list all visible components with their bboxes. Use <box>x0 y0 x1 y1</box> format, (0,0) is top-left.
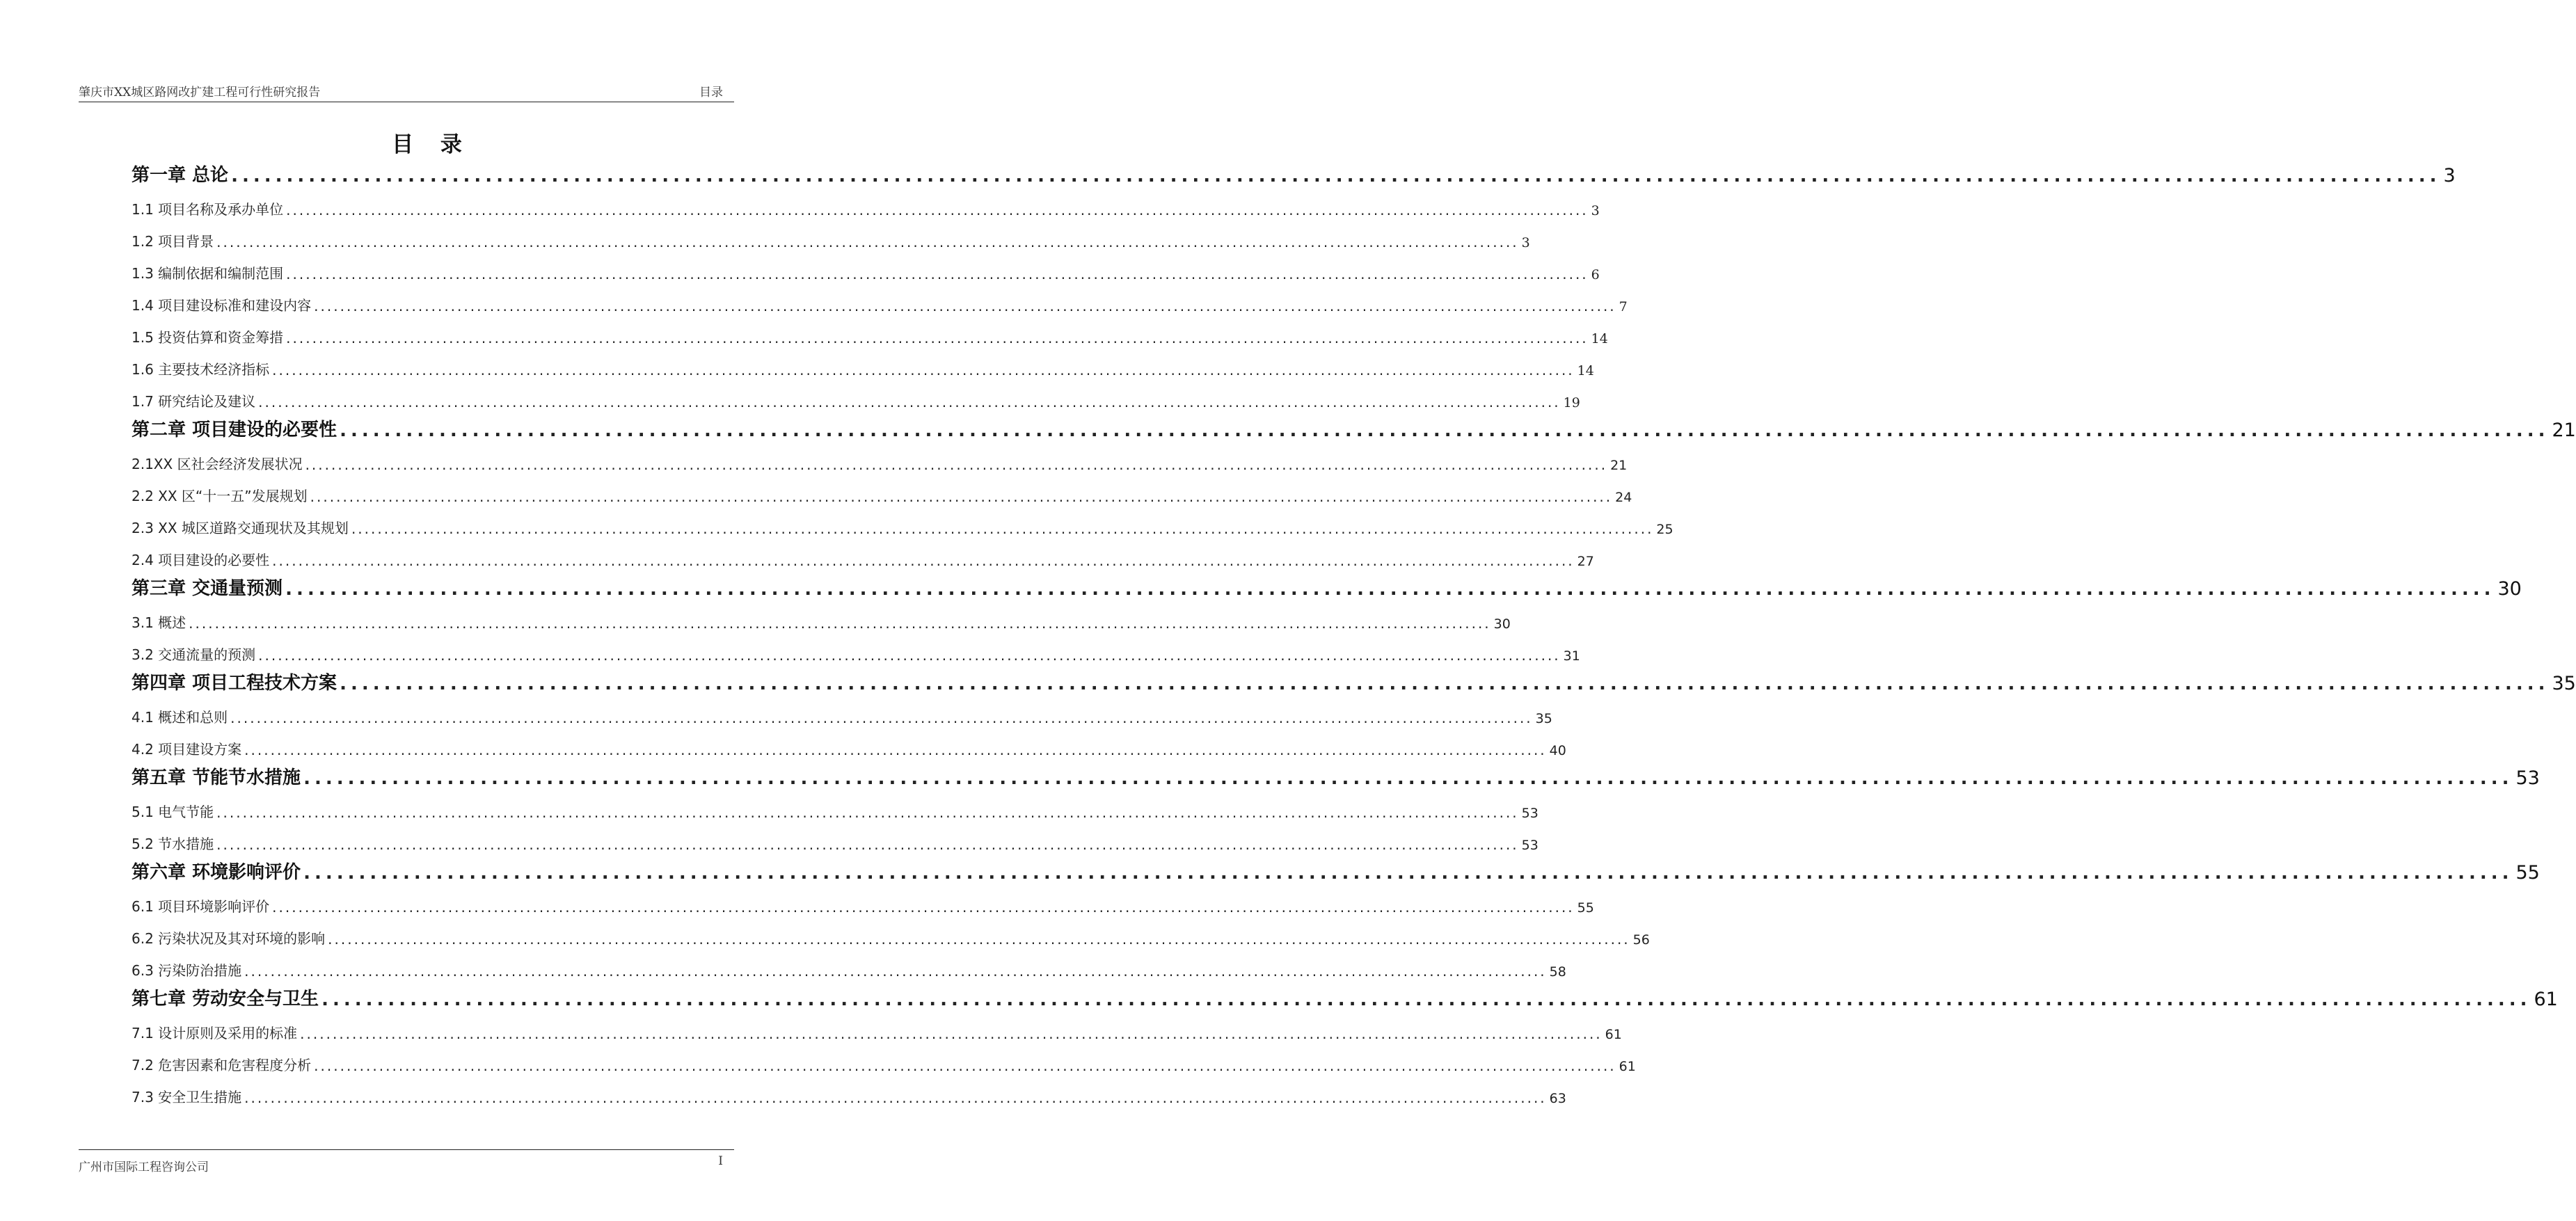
toc-leader-dots: ........................................................................................................................................................................................................ <box>216 234 1519 250</box>
toc-entry-label: 6.2 污染状况及其对环境的影响 <box>132 930 326 947</box>
toc-leader-dots: ........................................................................................................................................................................................................ <box>328 931 1630 948</box>
toc-section-entry[interactable] <box>132 793 1539 825</box>
toc-entry-page: 40 <box>1549 743 1566 758</box>
toc-entry-page: 19 <box>1563 395 1580 410</box>
page-header <box>79 78 734 102</box>
toc-section-entry[interactable] <box>132 509 1673 541</box>
toc-entry-page: 63 <box>1549 1091 1566 1106</box>
toc-leader-dots: ........................................................................................................................................................................................................ <box>231 166 2441 186</box>
toc-entry-label: 第五章 节能节水措施 <box>132 767 301 788</box>
toc-section-entry[interactable] <box>132 920 1650 952</box>
toc-entry-label: 1.5 投资估算和资金筹措 <box>132 329 284 346</box>
toc-entry-page: 7 <box>1619 299 1628 314</box>
table-of-contents <box>132 160 2576 1110</box>
toc-entry-page: 21 <box>2552 420 2576 441</box>
toc-section-entry[interactable] <box>132 1014 1622 1046</box>
toc-leader-dots: ........................................................................................................................................................................................................ <box>258 394 1561 410</box>
toc-section-entry[interactable] <box>132 888 1594 920</box>
toc-leader-dots: ........................................................................................................................................................................................................ <box>286 266 1589 282</box>
toc-entry-page: 35 <box>2552 673 2576 694</box>
toc-entry-label: 5.1 电气节能 <box>132 804 214 820</box>
toc-entry-page: 53 <box>1521 838 1539 853</box>
toc-chapter-entry[interactable] <box>132 763 2540 793</box>
toc-entry-page: 31 <box>1563 648 1580 664</box>
toc-entry-label: 1.2 项目背景 <box>132 233 214 250</box>
toc-entry-page: 61 <box>2534 989 2558 1010</box>
toc-entry-page: 61 <box>1619 1059 1636 1074</box>
toc-entry-label: 1.7 研究结论及建议 <box>132 393 256 410</box>
toc-entry-label: 3.1 概述 <box>132 614 186 631</box>
toc-entry-page: 6 <box>1591 267 1600 282</box>
toc-section-entry[interactable] <box>132 952 1566 984</box>
toc-entry-page: 14 <box>1577 363 1594 378</box>
toc-entry-page: 30 <box>1493 616 1511 632</box>
toc-entry-page: 3 <box>2443 165 2456 186</box>
toc-leader-dots: ........................................................................................................................................................................................................ <box>216 836 1519 853</box>
toc-heading: 目 录 <box>392 132 472 157</box>
toc-entry-label: 7.1 设计原则及采用的标准 <box>132 1025 298 1042</box>
toc-entry-page: 53 <box>2515 767 2540 789</box>
toc-leader-dots: ........................................................................................................................................................................................................ <box>285 579 2495 600</box>
toc-entry-label: 1.6 主要技术经济指标 <box>132 361 270 378</box>
toc-entry-page: 56 <box>1632 932 1650 948</box>
toc-leader-dots: ........................................................................................................................................................................................................ <box>314 298 1616 314</box>
toc-entry-label: 第六章 环境影响评价 <box>132 862 301 883</box>
toc-leader-dots: ........................................................................................................................................................................................................ <box>303 768 2513 789</box>
toc-leader-dots: ........................................................................................................................................................................................................ <box>314 1058 1616 1074</box>
toc-entry-label: 4.1 概述和总则 <box>132 709 228 726</box>
toc-entry-label: 4.2 项目建设方案 <box>132 741 242 758</box>
toc-entry-label: 5.2 节水措施 <box>132 836 214 852</box>
toc-leader-dots: ........................................................................................................................................................................................................ <box>286 202 1589 218</box>
toc-entry-page: 14 <box>1591 331 1608 346</box>
toc-entry-label: 第三章 交通量预测 <box>132 578 283 599</box>
toc-section-entry[interactable] <box>132 445 1628 477</box>
toc-entry-page: 24 <box>1615 490 1632 505</box>
toc-section-entry[interactable] <box>132 351 1594 383</box>
toc-entry-label: 第二章 项目建设的必要性 <box>132 420 337 440</box>
toc-leader-dots: ........................................................................................................................................................................................................ <box>305 456 1608 473</box>
toc-entry-label: 1.4 项目建设标准和建设内容 <box>132 297 312 314</box>
document-title: 肇庆市XX城区路网改扩建工程可行性研究报告 <box>79 86 321 99</box>
toc-entry-page: 55 <box>2515 862 2540 884</box>
toc-section-entry[interactable] <box>132 1078 1566 1110</box>
company-name: 广州市国际工程咨询公司 <box>79 1160 209 1174</box>
toc-entry-label: 1.1 项目名称及承办单位 <box>132 201 284 218</box>
toc-leader-dots: ........................................................................................................................................................................................................ <box>244 1090 1547 1106</box>
page-footer <box>79 1149 734 1178</box>
toc-section-entry[interactable] <box>132 541 1594 573</box>
toc-chapter-entry[interactable] <box>132 668 2576 699</box>
toc-chapter-entry[interactable] <box>132 857 2540 888</box>
toc-section-entry[interactable] <box>132 319 1608 351</box>
toc-entry-label: 1.3 编制依据和编制范围 <box>132 265 284 282</box>
toc-leader-dots: ........................................................................................................................................................................................................ <box>303 863 2513 884</box>
toc-leader-dots: ........................................................................................................................................................................................................ <box>321 989 2531 1010</box>
toc-entry-label: 7.2 危害因素和危害程度分析 <box>132 1057 312 1074</box>
toc-section-entry[interactable] <box>132 191 1600 223</box>
toc-section-entry[interactable] <box>132 477 1632 509</box>
toc-leader-dots: ........................................................................................................................................................................................................ <box>230 710 1533 726</box>
toc-leader-dots: ........................................................................................................................................................................................................ <box>244 742 1547 758</box>
toc-entry-page: 21 <box>1610 458 1628 473</box>
toc-entry-label: 3.2 交通流量的预测 <box>132 646 256 663</box>
toc-section-entry[interactable] <box>132 223 1530 255</box>
toc-leader-dots: ........................................................................................................................................................................................................ <box>272 899 1575 916</box>
toc-entry-label: 第四章 项目工程技术方案 <box>132 673 337 694</box>
toc-leader-dots: ........................................................................................................................................................................................................ <box>258 647 1561 664</box>
toc-entry-page: 55 <box>1577 900 1594 916</box>
toc-chapter-entry[interactable] <box>132 573 2522 604</box>
toc-entry-label: 2.4 项目建设的必要性 <box>132 552 270 568</box>
toc-leader-dots: ........................................................................................................................................................................................................ <box>244 963 1547 980</box>
toc-entry-page: 3 <box>1591 203 1600 218</box>
toc-section-entry[interactable] <box>132 1046 1636 1078</box>
toc-section-entry[interactable] <box>132 604 1511 636</box>
toc-entry-label: 7.3 安全卫生措施 <box>132 1089 242 1106</box>
toc-entry-page: 25 <box>1656 522 1673 537</box>
toc-entry-label: 2.1XX 区社会经济发展状况 <box>132 456 303 472</box>
header-section-label: 目录 <box>699 86 723 99</box>
toc-leader-dots: ........................................................................................................................................................................................................ <box>286 330 1589 346</box>
toc-section-entry[interactable] <box>132 636 1580 668</box>
toc-leader-dots: ........................................................................................................................................................................................................ <box>272 552 1575 569</box>
toc-section-entry[interactable] <box>132 731 1566 763</box>
toc-entry-page: 3 <box>1521 235 1530 250</box>
toc-entry-page: 30 <box>2497 578 2522 600</box>
toc-section-entry[interactable] <box>132 699 1552 731</box>
toc-leader-dots: ........................................................................................................................................................................................................ <box>300 1026 1603 1042</box>
toc-entry-label: 6.3 污染防治措施 <box>132 962 242 979</box>
toc-entry-label: 6.1 项目环境影响评价 <box>132 898 270 915</box>
toc-chapter-entry[interactable] <box>132 415 2576 445</box>
toc-section-entry[interactable] <box>132 287 1628 319</box>
toc-leader-dots: ........................................................................................................................................................................................................ <box>310 488 1613 505</box>
toc-leader-dots: ........................................................................................................................................................................................................ <box>272 362 1575 378</box>
toc-section-entry[interactable] <box>132 825 1539 857</box>
toc-entry-label: 第一章 总论 <box>132 165 229 186</box>
toc-chapter-entry[interactable] <box>132 984 2558 1014</box>
toc-entry-page: 58 <box>1549 964 1566 980</box>
toc-entry-page: 27 <box>1577 554 1594 569</box>
toc-leader-dots: ........................................................................................................................................................................................................ <box>340 673 2550 694</box>
toc-entry-page: 35 <box>1535 711 1552 726</box>
toc-entry-label: 第七章 劳动安全与卫生 <box>132 989 319 1009</box>
toc-entry-page: 61 <box>1605 1027 1622 1042</box>
toc-entry-label: 2.3 XX 城区道路交通现状及其规划 <box>132 520 349 536</box>
toc-section-entry[interactable] <box>132 383 1580 415</box>
toc-leader-dots: ........................................................................................................................................................................................................ <box>216 804 1519 821</box>
toc-entry-label: 2.2 XX 区“十一五”发展规划 <box>132 488 308 504</box>
toc-chapter-entry[interactable] <box>132 160 2456 191</box>
toc-leader-dots: ........................................................................................................................................................................................................ <box>189 615 1491 632</box>
toc-leader-dots: ........................................................................................................................................................................................................ <box>340 420 2550 441</box>
toc-section-entry[interactable] <box>132 255 1600 287</box>
toc-leader-dots: ........................................................................................................................................................................................................ <box>351 520 1654 537</box>
toc-entry-page: 53 <box>1521 806 1539 821</box>
page-number: I <box>718 1154 723 1168</box>
